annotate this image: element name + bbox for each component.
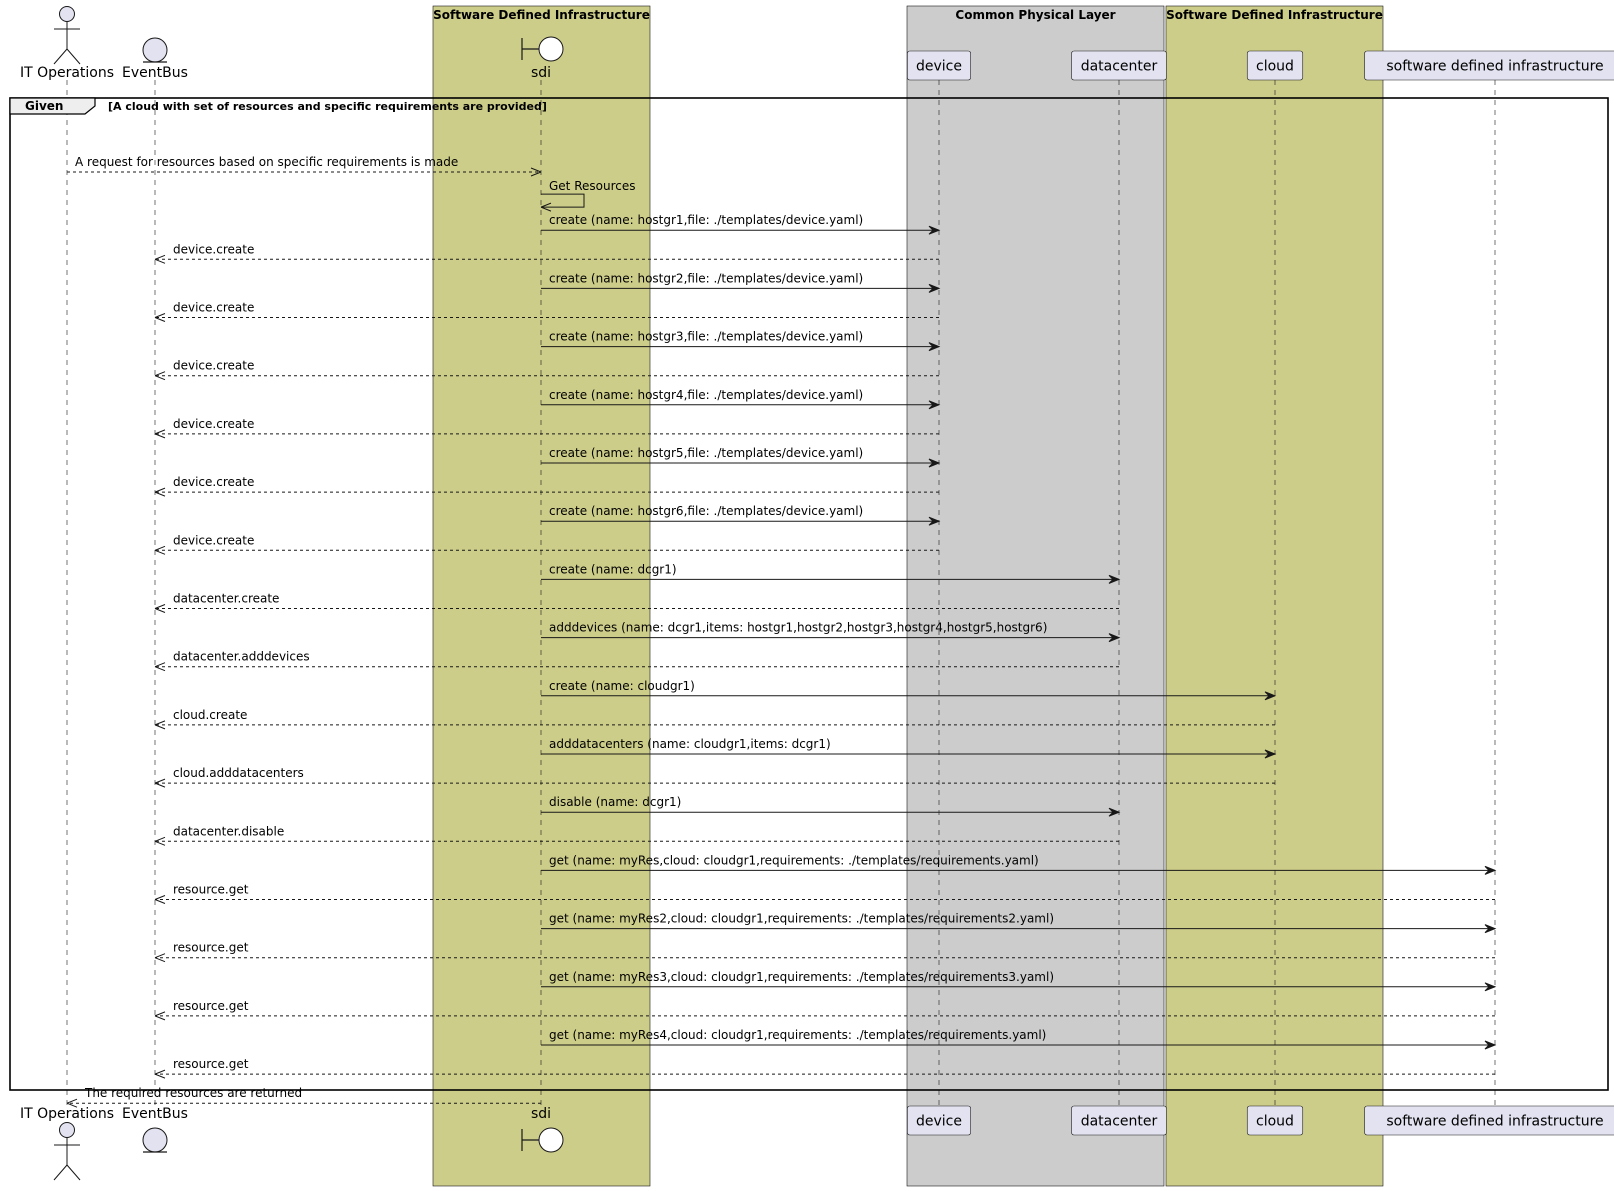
message-label: device.create	[173, 533, 255, 548]
message-label: Get Resources	[549, 179, 636, 194]
message-label: A request for resources based on specific requirements is made	[75, 155, 459, 169]
message-label: datacenter.create	[173, 591, 280, 606]
message-label: create (name: dcgr1)	[549, 562, 677, 577]
group-condition: [A cloud with set of resources and specific requirements are provided]	[108, 100, 547, 113]
message-label: device.create	[173, 416, 255, 431]
participant-datacenter-top[interactable]	[1072, 51, 1167, 80]
actor-icon	[60, 7, 75, 22]
participant-datacenter-bottom[interactable]	[1072, 1106, 1167, 1135]
participant-label: device	[916, 58, 962, 75]
message-label: create (name: hostgr4,file: ./templates/device.yaml)	[549, 387, 864, 402]
participant-label: cloud	[1256, 1113, 1294, 1130]
message-label: get (name: myRes3,cloud: cloudgr1,requirements: ./templates/requirements3.yaml)	[549, 969, 1054, 984]
message-label: adddatacenters (name: cloudgr1,items: dcgr1)	[549, 737, 831, 751]
participant-label: software defined infrastructure	[1386, 58, 1604, 75]
participant-eventbus-bottom[interactable]	[122, 1106, 188, 1152]
participant-label: sdi	[530, 65, 552, 81]
box-title: Software Defined Infrastructure	[433, 8, 650, 22]
message-label: resource.get	[173, 940, 249, 955]
participant-device-bottom[interactable]	[907, 1106, 970, 1135]
participant-sdi_res-bottom[interactable]	[1365, 1106, 1614, 1135]
participant-eventbus-top[interactable]	[122, 38, 188, 81]
entity-icon	[143, 1128, 167, 1152]
participant-sdi_res-top[interactable]	[1365, 51, 1614, 80]
message-label: resource.get	[173, 998, 249, 1013]
group-keyword: Given	[25, 99, 64, 113]
message-label: device.create	[173, 358, 255, 373]
message-label: device.create	[173, 475, 255, 490]
message-label: datacenter.adddevices	[173, 649, 310, 664]
participant-label: device	[916, 1113, 962, 1130]
message-label: create (name: hostgr2,file: ./templates/device.yaml)	[549, 271, 864, 286]
participant-label: software defined infrastructure	[1386, 1113, 1604, 1130]
participant-label: datacenter	[1080, 58, 1158, 75]
message-label: get (name: myRes,cloud: cloudgr1,requirements: ./templates/requirements.yaml)	[549, 853, 1039, 868]
message-label: resource.get	[173, 1057, 249, 1072]
message-label: resource.get	[173, 882, 249, 897]
boundary-icon	[539, 37, 563, 61]
actor-icon	[60, 1123, 75, 1138]
message-label: create (name: hostgr1,file: ./templates/device.yaml)	[549, 213, 864, 228]
message-label: device.create	[173, 242, 255, 257]
participant-label: cloud	[1256, 58, 1294, 75]
message-label: cloud.create	[173, 707, 248, 722]
participant-label: EventBus	[122, 1106, 188, 1122]
box-title: Common Physical Layer	[955, 8, 1116, 22]
participant-label: EventBus	[122, 65, 188, 81]
message-label: get (name: myRes4,cloud: cloudgr1,requirements: ./templates/requirements.yaml)	[549, 1028, 1047, 1042]
participant-label: datacenter	[1080, 1113, 1158, 1130]
message-label: datacenter.disable	[173, 824, 285, 839]
participant-label: IT Operations	[19, 65, 115, 81]
message-label: get (name: myRes2,cloud: cloudgr1,requirements: ./templates/requirements2.yaml)	[549, 911, 1054, 926]
participant-label: sdi	[530, 1106, 552, 1122]
message-label: create (name: hostgr3,file: ./templates/device.yaml)	[549, 329, 864, 344]
message-label: create (name: cloudgr1)	[549, 678, 695, 693]
participant-it-top[interactable]	[20, 7, 114, 82]
message-label: adddevices (name: dcgr1,items: hostgr1,hostgr2,hostgr3,hostgr4,hostgr5,hostgr6)	[549, 620, 1048, 635]
message-label: cloud.adddatacenters	[173, 766, 304, 781]
participant-cloud-top[interactable]	[1247, 51, 1303, 80]
message-label: device.create	[173, 300, 255, 315]
message-label: create (name: hostgr5,file: ./templates/device.yaml)	[549, 446, 864, 460]
message-label: create (name: hostgr6,file: ./templates/device.yaml)	[549, 504, 864, 519]
participant-cloud-bottom[interactable]	[1247, 1106, 1303, 1135]
box-physical	[907, 6, 1164, 1186]
participant-label: IT Operations	[19, 1106, 115, 1122]
boundary-icon	[539, 1128, 563, 1152]
message-label: The required resources are returned	[85, 1086, 303, 1101]
participant-device-top[interactable]	[907, 51, 970, 80]
message-label: disable (name: dcgr1)	[549, 795, 682, 810]
box-sdi-2	[1166, 6, 1383, 1186]
participant-it-bottom[interactable]	[20, 1106, 114, 1180]
entity-icon	[143, 38, 167, 62]
box-title: Software Defined Infrastructure	[1166, 8, 1383, 22]
